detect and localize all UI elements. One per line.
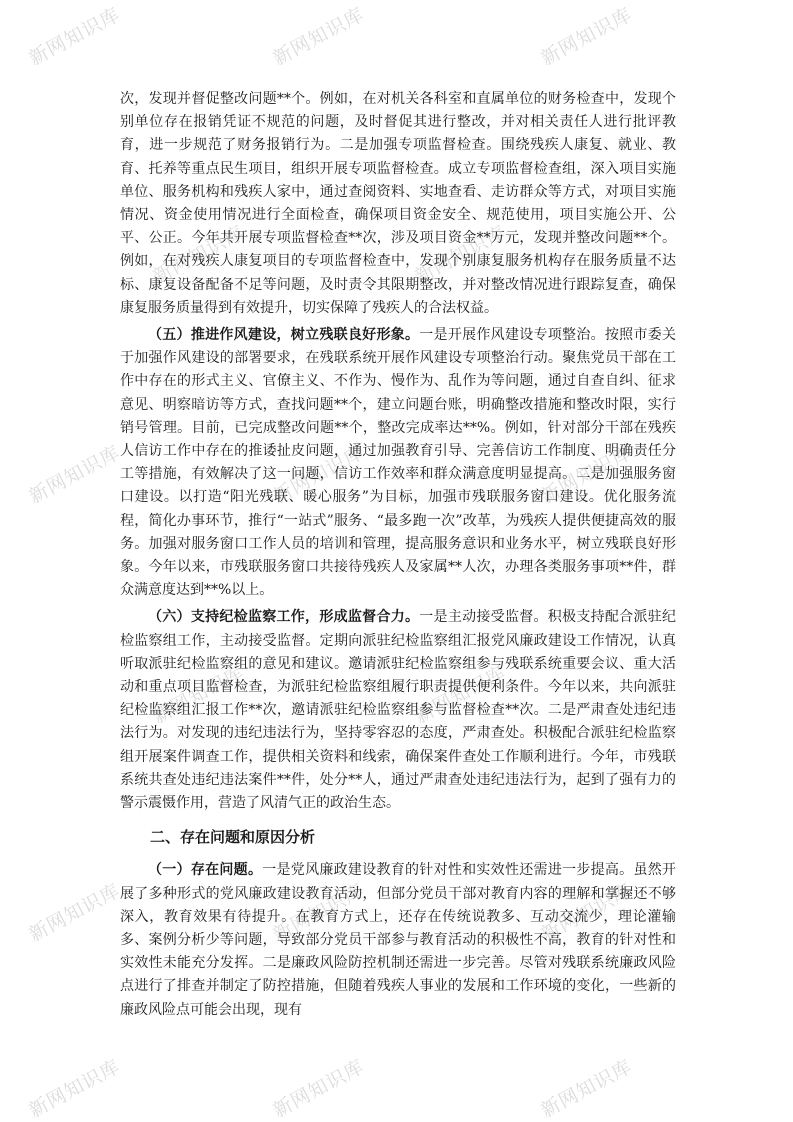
paragraph-text: 一是开展作风建设专项整治。按照市委关于加强作风建设的部署要求，在残联系统开展作风建设专项整治行动。聚焦党员干部在工作中存在的形式主义、官僚主义、不作为、慢作为、乱作为等问题，通过自查自纠、征求意见、明察暗访等方式，查找问题**个，建立问题台账，明确整改措施和整改时限，实行销号管理。目前，已完成整改问题**个，整改完成率达**%。例如，针对部分干部在残疾人信访工作中存在的推诿扯皮问题，通过加强教育引导、完善信访工作制度、明确责任分工等措施，有效解决了这一问题，信访工作效率和群众满意度明显提高。二是加强服务窗口建设。以打造“阳光残联、暖心服务”为目标，加强市残联服务窗口建设。优化服务流程，简化办事环节，推行“一站式”服务、“最多跑一次”改革，为残疾人提供便捷高效的服务。加强对服务窗口工作人员的培训和管理，提高服务意识和业务水平，树立残联良好形象。今年以来，市残联服务窗口共接待残疾人及家属**人次，办理各类服务事项**件，群众满意度达到**%以上。 xyxy=(120,327,677,599)
watermark: 新网知识库 xyxy=(25,879,125,947)
paragraph xyxy=(120,88,676,320)
section-heading: 二、存在问题和原因分析 xyxy=(150,828,316,847)
watermark: 新网知识库 xyxy=(149,661,249,729)
watermark: 新网知识库 xyxy=(269,3,369,71)
watermark: 新网知识库 xyxy=(149,221,249,289)
paragraph-lead: （五）推进作风建设，树立残联良好形象。 xyxy=(148,327,420,344)
watermark: 新网知识库 xyxy=(269,879,369,947)
watermark: 新网知识库 xyxy=(25,3,125,71)
watermark: 新网知识库 xyxy=(269,1055,369,1122)
paragraph xyxy=(120,324,676,602)
watermark: 新网知识库 xyxy=(269,441,369,509)
paragraph-text: 次，发现并督促整改问题**个。例如，在对机关各科室和直属单位的财务检查中，发现个别单位存在报销凭证不规范的问题，及时督促其进行整改，并对相关责任人进行批评教育，进一步规范了财务报销行为。二是加强专项监督检查。围绕残疾人康复、就业、教育、托养等重点民生项目，组织开展专项监督检查。成立专项监督检查组，深入项目实施单位、服务机构和残疾人家中，通过查阅资料、实地查看、走访群众等方式，对项目实施情况、资金使用情况进行全面检查，确保项目资金安全、规范使用，项目实施公开、公平、公正。今年共开展专项监督检查**次，涉及项目资金**万元，发现并整改问题**个。例如，在对残疾人康复项目的专项监督检查中，发现个别康复服务机构存在服务质量不达标、康复设备配备不足等问题，及时责令其限期整改，并对整改情况进行跟踪复查，确保康复服务质量得到有效提升，切实保障了残疾人的合法权益。 xyxy=(120,91,676,316)
watermark: 新网知识库 xyxy=(25,1055,125,1122)
paragraph-text: 一是主动接受监督。积极支持配合派驻纪检监察组工作，主动接受监督。定期向派驻纪检监察组汇报党风廉政建设工作情况，认真听取派驻纪检监察组的意见和建议。邀请派驻纪检监察组参与残联系统重要会议、重大活动和重点项目监督检查，为派驻纪检监察组履行职责提供便利条件。今年以来，共向派驻纪检监察组汇报工作**次，邀请派驻纪检监察组参与监督检查**次。二是严肃查处违纪违法行为。对发现的违纪违法行为，坚持零容忍的态度，严肃查处。积极配合派驻纪检监察组开展案件调查工作，提供相关资料和线索，确保案件查处工作顺利进行。今年，市残联系统共查处违纪违法案件**件，处分**人，通过严肃查处违纪违法行为，起到了强有力的警示震慑作用，营造了风清气正的政治生态。 xyxy=(120,609,677,812)
paragraph-text: 一是党风廉政建设教育的针对性和实效性还需进一步提高。虽然开展了多种形式的党风廉政建设教育活动，但部分党员干部对教育内容的理解和掌握还不够深入，教育效果有待提升。在教育方式上，还存在传统说教多、互动交流少，理论灌输多、案例分析少等问题，导致部分党员干部参与教育活动的积极性不高，教育的针对性和实效性未能充分发挥。二是廉政风险防控机制还需进一步完善。尽管对残联系统廉政风险点进行了排查并制定了防控措施，但随着残疾人事业的发展和工作环境的变化，一些新的廉政风险点可能会出现，现有 xyxy=(120,862,677,1018)
watermark: 新网知识库 xyxy=(537,3,637,71)
watermark: 新网知识库 xyxy=(537,1055,637,1122)
paragraph-lead: （一）存在问题。 xyxy=(148,862,263,879)
document-body xyxy=(120,88,676,1022)
watermark: 新网知识库 xyxy=(537,441,637,509)
paragraph xyxy=(120,606,676,815)
watermark: 新网知识库 xyxy=(411,661,511,729)
paragraph xyxy=(120,859,676,1021)
watermark: 新网知识库 xyxy=(537,879,637,947)
watermark: 新网知识库 xyxy=(411,221,511,289)
watermark: 新网知识库 xyxy=(25,441,125,509)
paragraph-lead: （六）支持纪检监察工作，形成监督合力。 xyxy=(148,609,420,626)
